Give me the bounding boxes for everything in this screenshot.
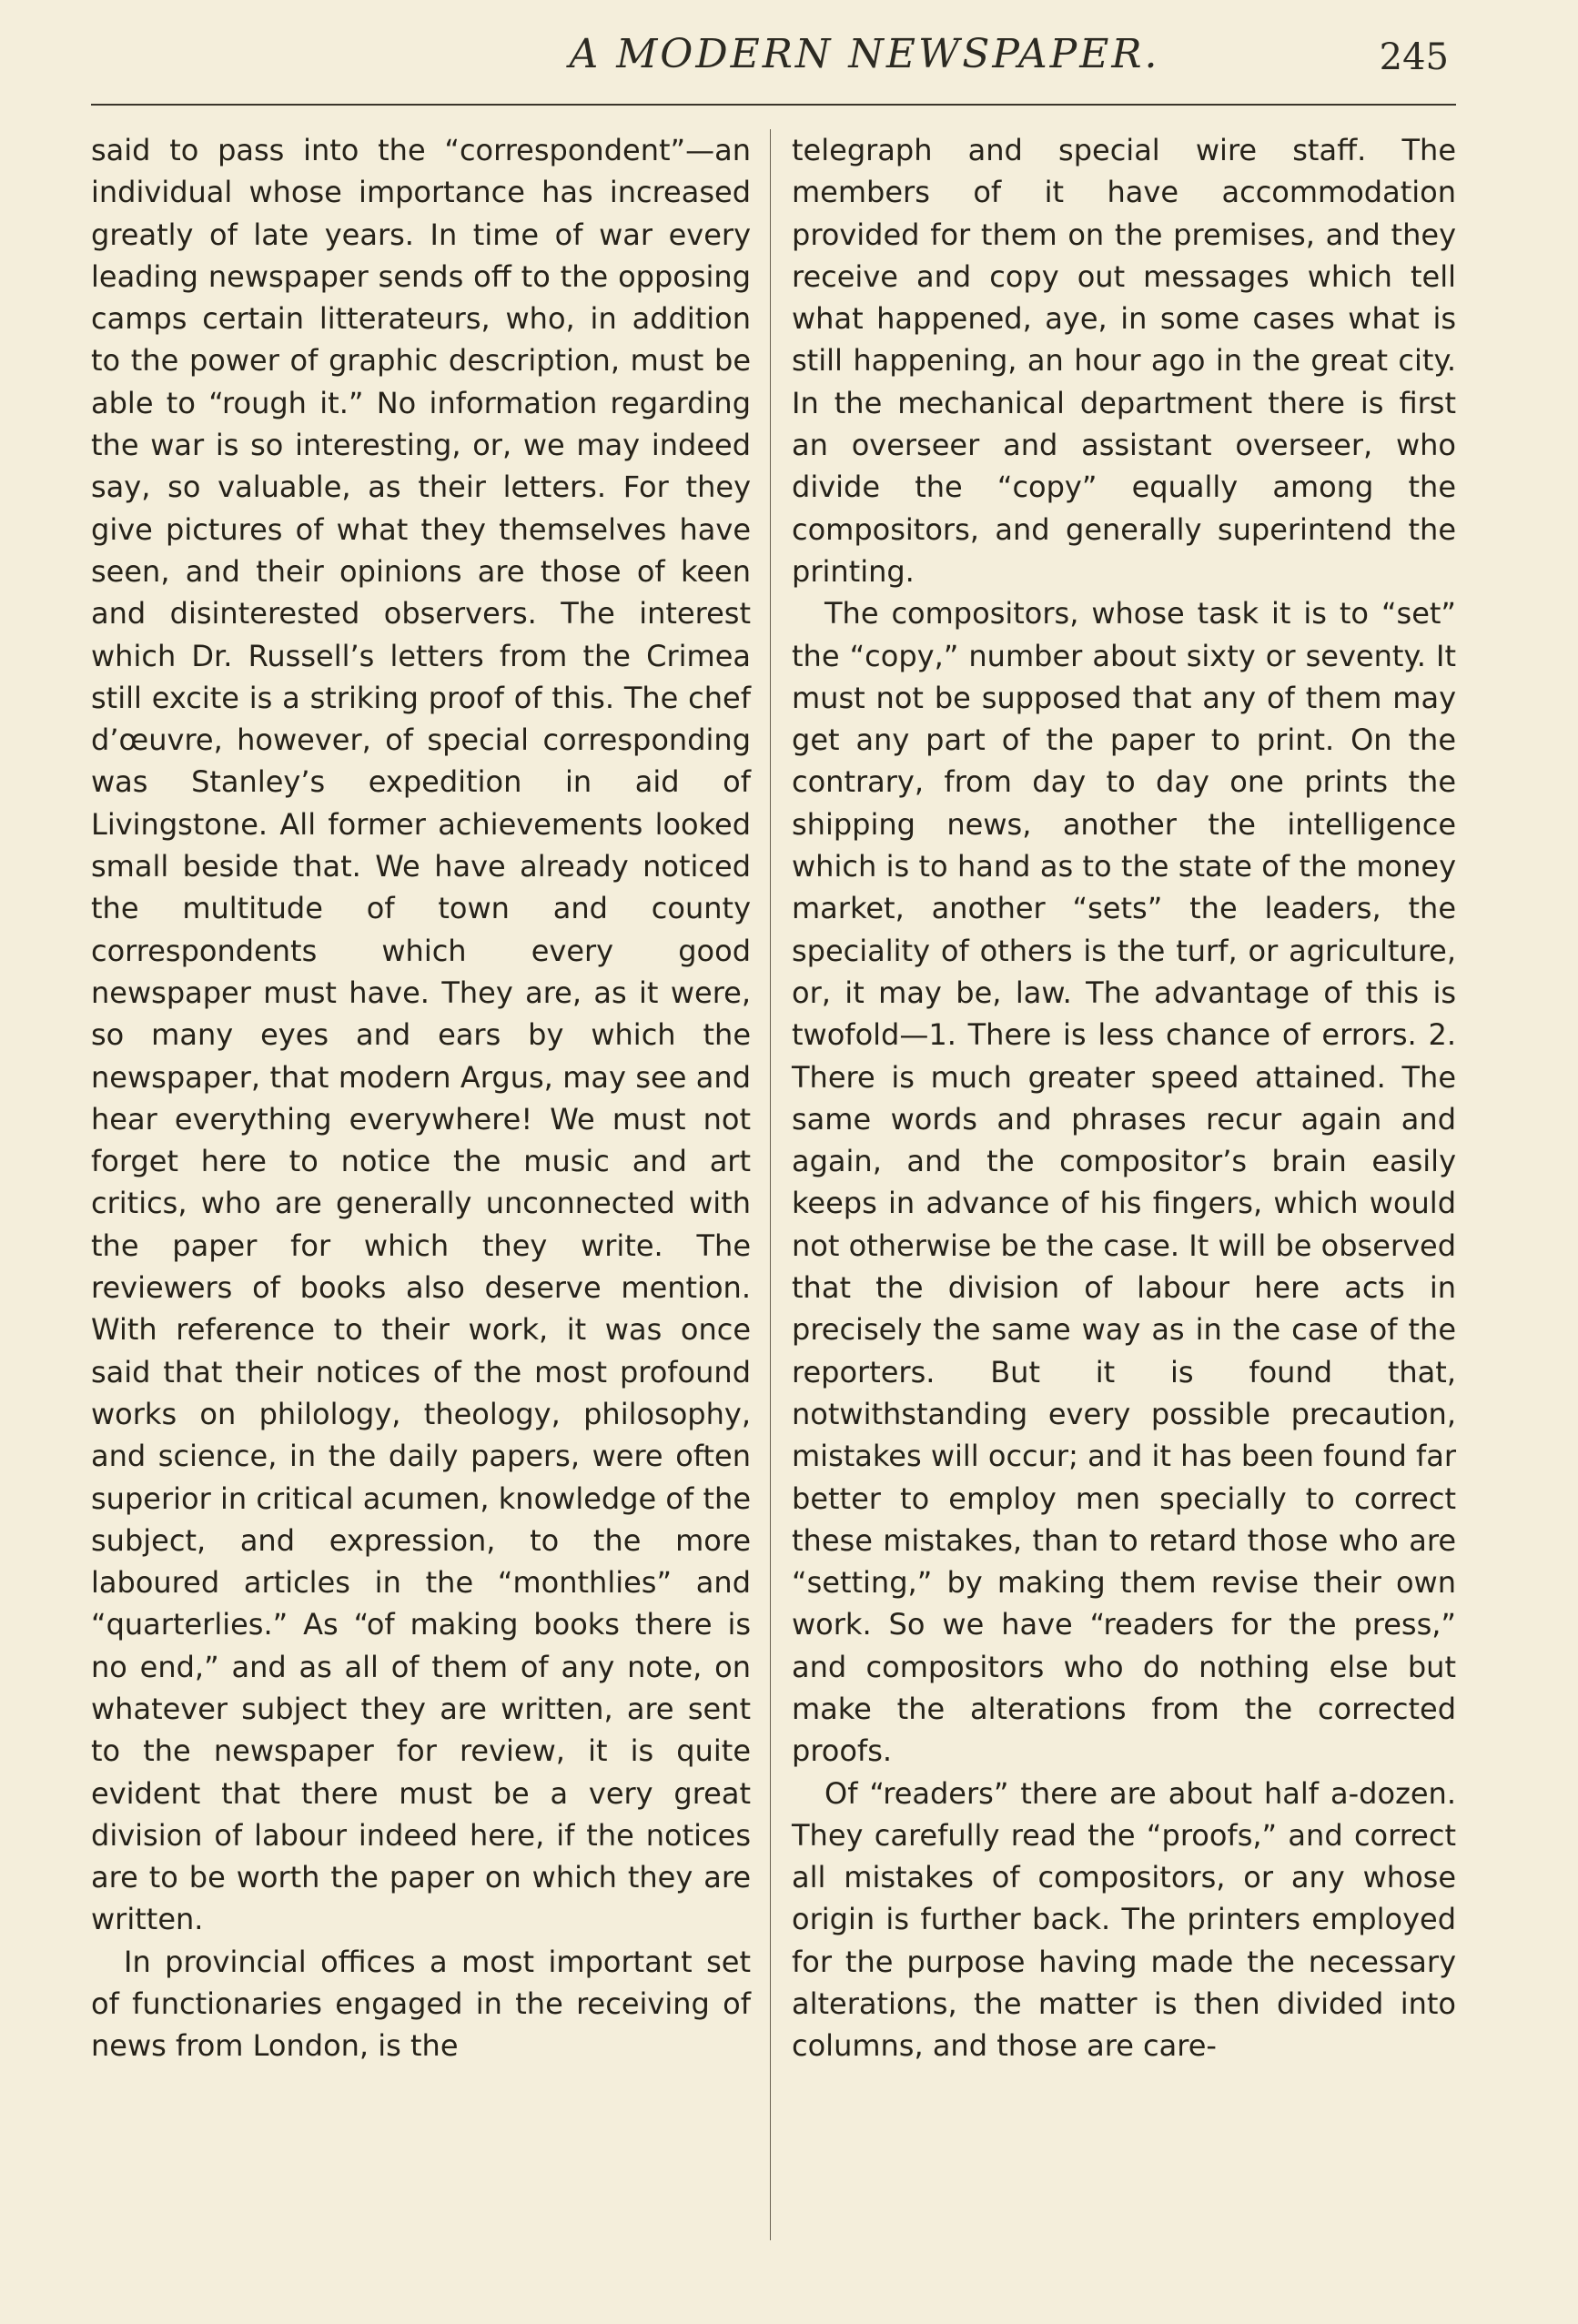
left-column — [91, 129, 751, 2067]
running-title: A MODERN NEWSPAPER. — [569, 31, 1160, 77]
page-number: 245 — [1379, 36, 1449, 78]
header-rule — [91, 104, 1456, 106]
left-paragraph-1: said to pass into the “correspondent”—an individual whose importance has increased greatly of late years. In time of war every leading newspaper sends off to the opposing camps certain litterateurs, who, in addition to the power of graphic description, must be able to “rough it.” No information regarding the war is so interesting, or, we may indeed say, so valuable, as their letters. For they give pictures of what they themselves have seen, and their opinions are those of keen and disinterested observers. The interest which Dr. Russell’s letters from the Crimea still excite is a striking proof of this. The chef d’œuvre, however, of special corresponding was Stanley’s expedition in aid of Livingstone. All former achievements looked small beside that. We have already noticed the multitude of town and county correspondents which every good newspaper must have. They are, as it were, so many eyes and ears by which the newspaper, that modern Argus, may see and hear everything everywhere! We must not forget here to notice the music and art critics, who are generally unconnected with the paper for which they write. The reviewers of books also deserve mention. With reference to their work, it was once said that their notices of the most profound works on philology, theology, philosophy, and science, in the daily papers, were often superior in critical acumen, knowledge of the subject, and expression, to the more laboured articles in the “monthlies” and “quarterlies.” As “of making books there is no end,” and as all of them of any note, on whatever subject they are written, are sent to the newspaper for review, it is quite evident that there must be a very great division of labour indeed here, if the notices are to be worth the paper on which they are written. — [91, 133, 751, 1937]
right-paragraph-2: The compositors, whose task it is to “set” the “copy,” number about sixty or seventy. It must not be supposed that any of them may get any part of the paper to print. On the contrary, from day to day one prints the shipping news, another the intelligence which is to hand as to the state of the money market, another “sets” the leaders, the speciality of others is the turf, or agriculture, or, it may be, law. The advantage of this is twofold—1. There is less chance of errors. 2. There is much greater speed attained. The same words and phrases recur again and again, and the compositor’s brain easily keeps in advance of his fingers, which would not otherwise be the case. It will be observed that the division of labour here acts in precisely the same way as in the case of the reporters. But it is found that, notwithstanding every possible precaution, mistakes will occur; and it has been found far better to employ men specially to correct these mistakes, than to retard those who are “setting,” by making them revise their own work. So we have “readers for the press,” and compositors who do nothing else but make the alterations from the corrected proofs. — [792, 596, 1456, 1769]
column-divider — [770, 129, 771, 2240]
right-paragraph-1: telegraph and special wire staff. The members of it have accommodation provided for them on the premises, and they receive and copy out messages which tell what happened, aye, in some cases what is still happening, an hour ago in the great city. In the mechanical department there is first an overseer and assistant overseer, who divide the “copy” equally among the compositors, and generally superintend the printing. — [792, 133, 1456, 589]
right-column — [792, 129, 1456, 2067]
left-paragraph-2: In provincial offices a most important set of functionaries engaged in the receiving of news from London, is the — [91, 1944, 751, 2064]
page-header — [91, 31, 1456, 95]
right-paragraph-3: Of “readers” there are about half a-dozen. They carefully read the “proofs,” and correct all mistakes of compositors, or any whose origin is further back. The printers employed for the purpose having made the necessary alterations, the matter is then divided into columns, and those are care- — [792, 1775, 1456, 2064]
